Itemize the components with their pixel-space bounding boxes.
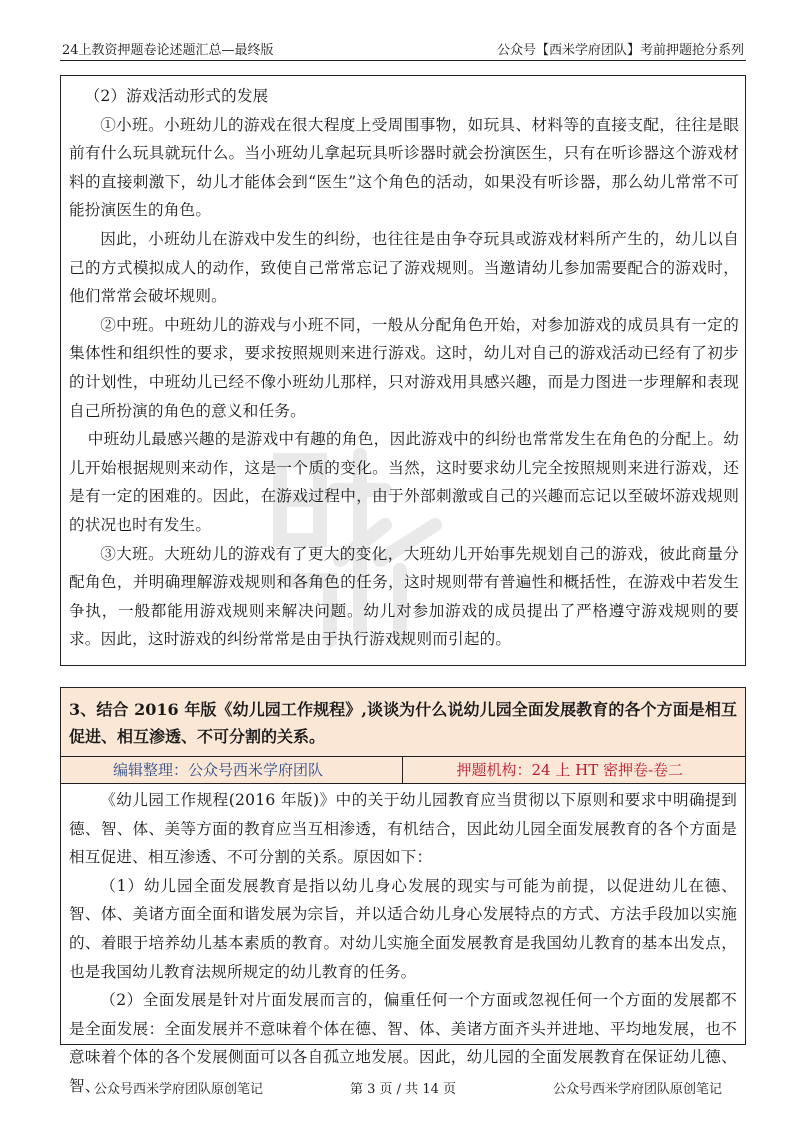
- editor-credit: 编辑整理：公众号西米学府团队: [113, 761, 324, 779]
- answer-paragraph: 《幼儿园工作规程(2016 年版)》中的关于幼儿园教育应当贯彻以下原则和要求中明确提到德、智、体、美等方面的教育应当互相渗透，有机结合，因此幼儿园全面发展教育的各个方面是相互促进、相互渗透、不可分割的关系。原因如下：: [69, 791, 737, 867]
- section-play-forms: [60, 75, 746, 666]
- header-series-label: 公众号【西米学府团队】考前押题抢分系列: [496, 43, 744, 58]
- paragraph-big-class: ③大班。大班幼儿的游戏有了更大的变化，大班幼儿开始事先规划自己的游戏，彼此商量分配角色，并明确理解游戏规则和各角色的任务，这时规则带有普遍性和概括性，在游戏中若发生争执，一般都能用游戏规则来解决问题。幼儿对参加游戏的成员提出了严格遵守游戏规则的要求。因此，这时游戏的纠纷常常是由于执行游戏规则而引起的。: [69, 544, 739, 649]
- header-doc-title: 24上教资押题卷论述题汇总—最终版: [62, 43, 274, 58]
- paragraph-middle-class-roles: 中班幼儿最感兴趣的是游戏中有趣的角色，因此游戏中的纠纷也常常发生在角色的分配上。幼儿开始根据规则来动作，这是一个质的变化。当然，这时要求幼儿完全按照规则来进行游戏，还是有一定的困难的。因此，在游戏过程中，由于外部刺激或自己的兴趣而忘记以至破坏游戏规则的状况也时有发生。: [69, 430, 739, 534]
- answer-paragraph: （1）幼儿园全面发展教育是指以幼儿身心发展的现实与可能为前提，以促进幼儿在德、智、体、美诸方面全面和谐发展为宗旨，并以适合幼儿身心发展特点的方式、方法手段加以实施的、着眼于培养幼儿基本素质的教育。对幼儿实施全面发展教育是我国幼儿教育的基本出发点，也是我国幼儿教育法规所规定的幼儿教育的任务。: [69, 876, 737, 981]
- question-heading: 3、结合 2016 年版《幼儿园工作规程》,谈谈为什么说幼儿园全面发展教育的各个方面是相互促进、相互渗透、不可分割的关系。: [61, 688, 745, 757]
- question-meta-row: [61, 757, 745, 784]
- page-number: 第 3 页 / 共 14 页: [350, 1082, 456, 1097]
- answer-body: [61, 784, 745, 1101]
- footer-left-note: 公众号西米学府团队原创笔记: [94, 1082, 264, 1097]
- answer-paragraph: （2）全面发展是针对片面发展而言的，偏重任何一个方面或忽视任何一个方面的发展都不是全面发展：全面发展并不意味着个体在德、智、体、美诸方面齐头并进地、平均地发展，也不意味着个体的各个发展侧面可以各自孤立地发展。因此，幼儿园的全面发展教育在保证幼儿德、智、: [69, 991, 737, 1095]
- paragraph-small-class: ①小班。小班幼儿的游戏在很大程度上受周围事物，如玩具、材料等的直接支配，往往是眼前有什么玩具就玩什么。当小班幼儿拿起玩具听诊器时就会扮演医生，只有在听诊器这个游戏材料的直接刺激下，幼儿才能体会到“医生”这个角色的活动，如果没有听诊器，那么幼儿常常不可能扮演医生的角色。: [69, 115, 739, 220]
- footer-right-note: 公众号西米学府团队原创笔记: [552, 1082, 722, 1097]
- page-header: [60, 36, 746, 61]
- paragraph-middle-class: ②中班。中班幼儿的游戏与小班不同，一般从分配角色开始，对参加游戏的成员具有一定的集体性和组织性的要求，要求按照规则来进行游戏。这时，幼儿对自己的游戏活动已经有了初步的计划性，中班幼儿已经不像小班幼儿那样，只对游戏用具感兴趣，而是力图进一步理解和表现自己所扮演的角色的意义和任务。: [69, 315, 739, 420]
- source-credit: 押题机构：24 上 HT 密押卷-卷二: [402, 757, 746, 783]
- section-title: （2）游戏活动形式的发展: [84, 87, 269, 105]
- paragraph-small-class-conflict: 因此，小班幼儿在游戏中发生的纠纷，也往往是由争夺玩具或游戏材料所产生的，幼儿以自己的方式模拟成人的动作，致使自己常常忘记了游戏规则。当邀请幼儿参加需要配合的游戏时，他们常常会破坏规则。: [69, 229, 739, 306]
